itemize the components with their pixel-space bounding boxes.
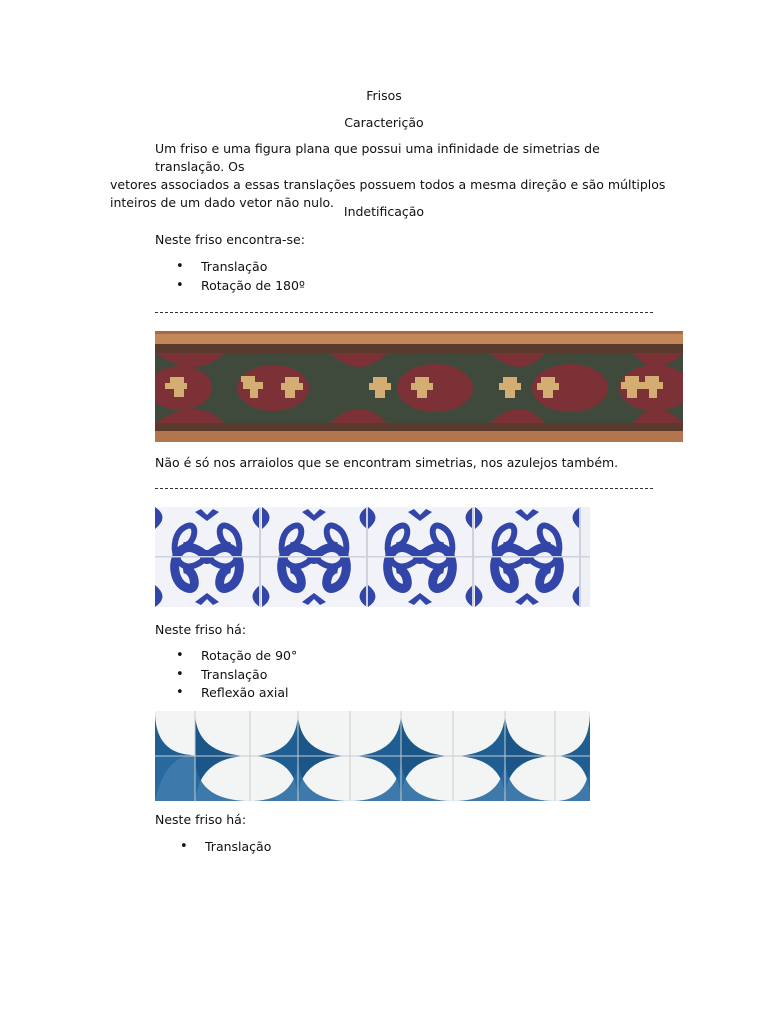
- scallop-frieze-image: [155, 711, 590, 801]
- paragraph-line-1: Um friso e uma figura plana que possui uma infinidade de simetrias de translação. Os: [155, 141, 600, 174]
- bullet-item: • Rotação de 180º: [176, 277, 305, 296]
- frieze1-bullets: [176, 647, 297, 703]
- frieze2-intro: Neste friso há:: [155, 812, 247, 827]
- azulejo-frieze-image: [155, 507, 590, 607]
- rug-caption: Não é só nos arraiolos que se encontram simetrias, nos azulejos também.: [155, 455, 619, 470]
- dashed-divider: [155, 488, 653, 489]
- bullet-item: • Translação: [180, 838, 271, 857]
- dashed-divider: [155, 312, 653, 313]
- section-heading-identification: Indetificação: [343, 204, 425, 219]
- bullet-item: • Translação: [176, 666, 297, 685]
- paragraph-line-2: vetores associados a essas translações possuem todos a mesma direção e são múltiplos: [110, 177, 666, 192]
- paragraph-line-3: inteiros de um dado vetor não nulo.: [110, 195, 334, 210]
- page-title: Frisos: [366, 88, 402, 103]
- identification-bullets: [176, 258, 305, 295]
- bullet-item: • Translação: [176, 258, 305, 277]
- characterization-paragraph: [110, 140, 670, 212]
- frieze1-intro: Neste friso há:: [155, 622, 247, 637]
- bullet-item: • Reflexão axial: [176, 684, 297, 703]
- arraiolos-rug-image: [155, 331, 683, 442]
- frieze2-bullets: [180, 838, 271, 857]
- section-heading-characterization: Caracterição: [344, 115, 424, 130]
- identification-intro: Neste friso encontra-se:: [155, 232, 305, 247]
- bullet-item: • Rotação de 90°: [176, 647, 297, 666]
